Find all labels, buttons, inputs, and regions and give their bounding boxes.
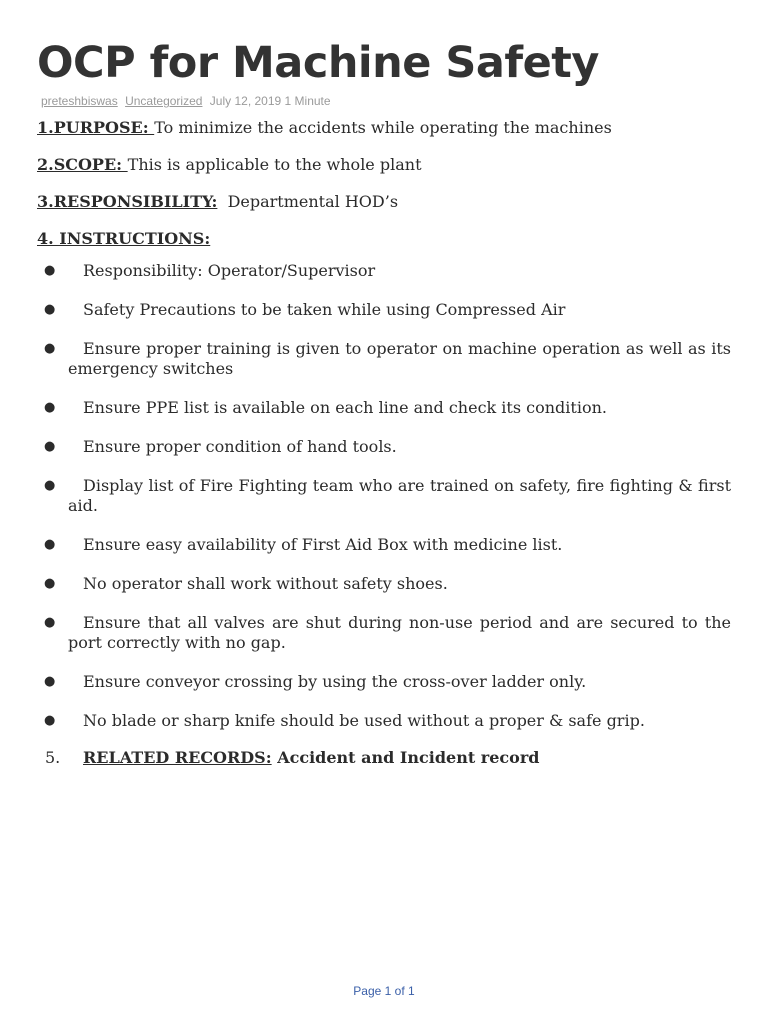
bullet-icon: ●: [44, 615, 56, 630]
list-item: [37, 574, 731, 594]
list-item-text: Ensure conveyor crossing by using the cross-over ladder only.: [83, 672, 587, 691]
bullet-icon: ●: [44, 478, 56, 493]
bullet-icon: ●: [44, 537, 56, 552]
responsibility-label: 3.RESPONSIBILITY:: [37, 192, 218, 211]
scope-text: This is applicable to the whole plant: [127, 155, 422, 174]
instructions-label: 4. INSTRUCTIONS:: [37, 229, 211, 248]
bullet-icon: ●: [44, 263, 56, 278]
bullet-icon: ●: [44, 400, 56, 415]
page-title: OCP for Machine Safety: [37, 38, 599, 88]
list-item: [37, 476, 731, 516]
page-indicator: Page 1 of 1: [353, 984, 415, 998]
purpose-text: To minimize the accidents while operating the machines: [154, 118, 612, 137]
list-item-text: Safety Precautions to be taken while using Compressed Air: [83, 300, 566, 319]
list-item: [37, 711, 731, 731]
related-label: RELATED RECORDS:: [83, 748, 272, 767]
list-item: [37, 398, 731, 418]
post-meta: [41, 94, 331, 108]
related-records-section: [37, 748, 731, 768]
list-item: [37, 613, 731, 653]
scope-section: [37, 155, 731, 175]
instructions-heading: [37, 229, 731, 249]
list-item: [37, 339, 731, 379]
list-item-text: Responsibility: Operator/Supervisor: [83, 261, 376, 280]
list-item-text: Ensure that all valves are shut during non-use period and are secured to the port correctly with no gap.: [68, 613, 731, 652]
purpose-label: 1.PURPOSE:: [37, 118, 155, 137]
related-number: 5.: [45, 748, 61, 767]
post-date: July 12, 2019: [209, 94, 282, 108]
list-item-text: Ensure easy availability of First Aid Box with medicine list.: [83, 535, 563, 554]
instructions-list: [37, 261, 731, 731]
list-item-text: No operator shall work without safety shoes.: [83, 574, 448, 593]
bullet-icon: ●: [44, 341, 56, 356]
related-text: Accident and Incident record: [271, 748, 540, 767]
list-item-text: No blade or sharp knife should be used without a proper & safe grip.: [83, 711, 645, 730]
list-item: [37, 261, 731, 281]
bullet-icon: ●: [44, 439, 56, 454]
bullet-icon: ●: [44, 576, 56, 591]
scope-label: 2.SCOPE:: [37, 155, 128, 174]
list-item: [37, 300, 731, 320]
list-item-text: Display list of Fire Fighting team who are trained on safety, fire fighting & first aid.: [68, 476, 731, 515]
category-link[interactable]: Uncategorized: [125, 94, 203, 108]
list-item: [37, 672, 731, 692]
document-body: [37, 118, 731, 784]
list-item: [37, 437, 731, 457]
list-item-text: Ensure PPE list is available on each line and check its condition.: [83, 398, 607, 417]
list-item: [37, 535, 731, 555]
bullet-icon: ●: [44, 713, 56, 728]
responsibility-section: [37, 192, 731, 212]
author-link[interactable]: preteshbiswas: [41, 94, 118, 108]
bullet-icon: ●: [44, 674, 56, 689]
list-item-text: Ensure proper condition of hand tools.: [83, 437, 397, 456]
list-item-text: Ensure proper training is given to operator on machine operation as well as its emergency switches: [68, 339, 731, 378]
read-time: 1 Minute: [284, 94, 331, 108]
bullet-icon: ●: [44, 302, 56, 317]
responsibility-text: Departmental HOD’s: [217, 192, 399, 211]
purpose-section: [37, 118, 731, 138]
